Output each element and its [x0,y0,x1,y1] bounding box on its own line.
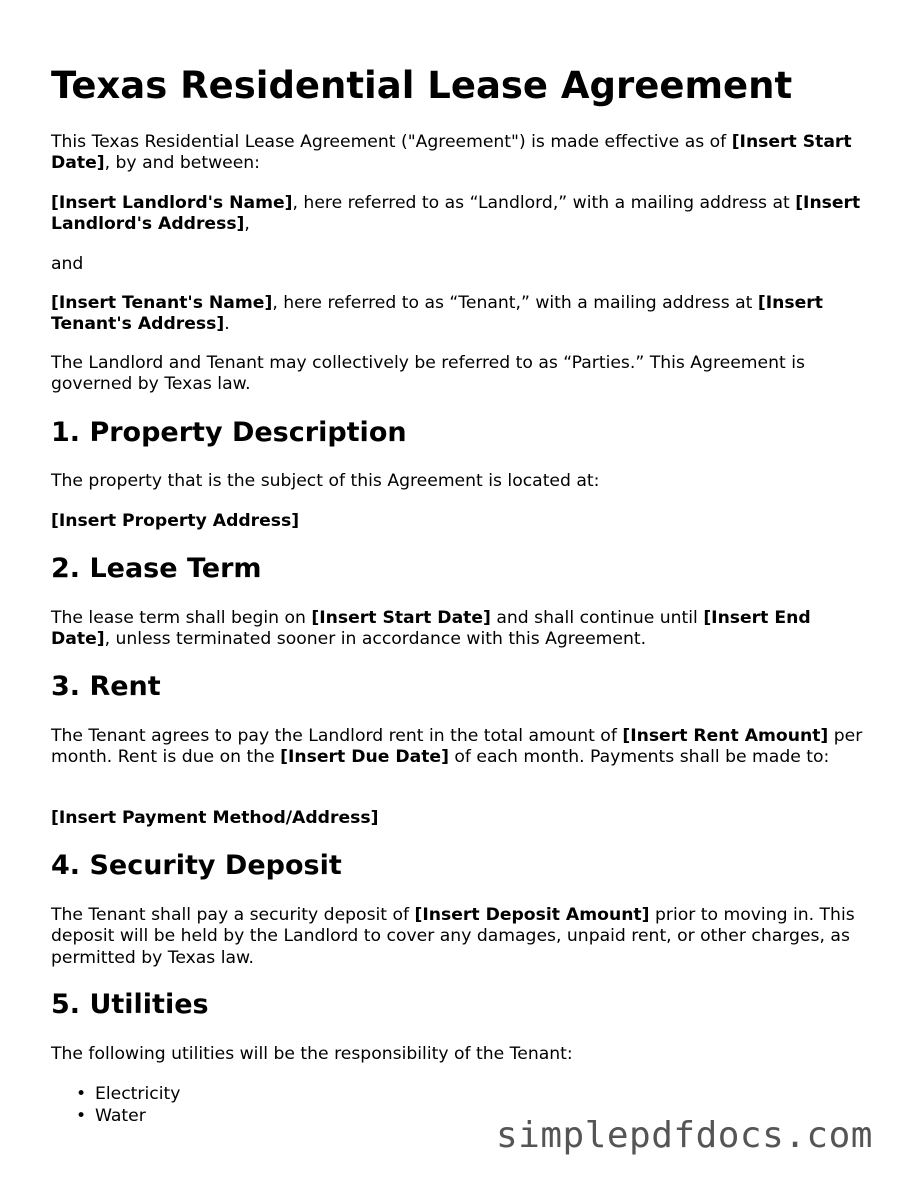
property-paragraph: The property that is the subject of this Agreement is located at: [51,471,600,491]
section-heading-rent: 3. Rent [51,671,161,702]
section-heading-property: 1. Property Description [51,417,407,448]
bullet-icon: • [76,1105,87,1126]
rent-paragraph: The Tenant agrees to pay the Landlord rent in the total amount of [Insert Rent Amount] per month. Rent is due on the [Insert Due Date] of each month. Payments shall be made to: [51,726,863,768]
tenant-address-placeholder: [Insert Tenant's Address] [51,293,823,335]
section-heading-security-deposit: 4. Security Deposit [51,850,342,881]
bullet-icon: • [76,1084,87,1104]
lease-term-paragraph: The lease term shall begin on [Insert Start Date] and shall continue until [Insert End Date], unless terminated sooner in accordance with this Agreement. [51,608,811,650]
utilities-paragraph: The following utilities will be the responsibility of the Tenant: [51,1044,573,1064]
list-item: • Water [76,1105,146,1126]
intro-paragraph: This Texas Residential Lease Agreement ("Agreement") is made effective as of [Insert Start Date], by and between: [51,132,852,174]
document-title: Texas Residential Lease Agreement [51,64,793,107]
tenant-name-placeholder: [Insert Tenant's Name] [51,293,273,313]
term-start-date-placeholder: [Insert Start Date] [311,608,491,628]
security-deposit-paragraph: The Tenant shall pay a security deposit of [Insert Deposit Amount] prior to moving in. This deposit will be held by the Landlord to cover any damages, unpaid rent, or other charges, as permitted by Texas law. [51,905,855,968]
start-date-placeholder: [Insert Start Date] [51,132,852,174]
rent-due-date-placeholder: [Insert Due Date] [280,747,449,768]
section-heading-utilities: 5. Utilities [51,989,209,1020]
property-address-paragraph [51,511,866,532]
landlord-address-placeholder: [Insert Landlord's Address] [51,193,861,235]
and-paragraph: and [51,254,84,274]
term-end-date-placeholder: [Insert End Date] [51,608,811,650]
rent-amount-placeholder: [Insert Rent Amount] [622,726,829,746]
deposit-amount-placeholder: [Insert Deposit Amount] [414,905,650,925]
section-heading-lease-term: 2. Lease Term [51,553,262,584]
payment-method-paragraph [51,808,866,829]
utilities-list [51,1084,180,1127]
parties-paragraph: The Landlord and Tenant may collectively be referred to as “Parties.” This Agreement is governed by Texas law. [51,353,805,395]
property-address-placeholder: [Insert Property Address] [51,511,300,531]
list-item: • Electricity [76,1084,181,1104]
landlord-paragraph: [Insert Landlord's Name], here referred to as “Landlord,” with a mailing address at [Insert Landlord's Address], [51,193,861,235]
landlord-name-placeholder: [Insert Landlord's Name] [51,193,293,213]
tenant-paragraph: [Insert Tenant's Name], here referred to as “Tenant,” with a mailing address at [Insert Tenant's Address]. [51,293,823,335]
payment-method-placeholder: [Insert Payment Method/Address] [51,808,379,828]
watermark: simplepdfdocs.com [496,1115,873,1156]
